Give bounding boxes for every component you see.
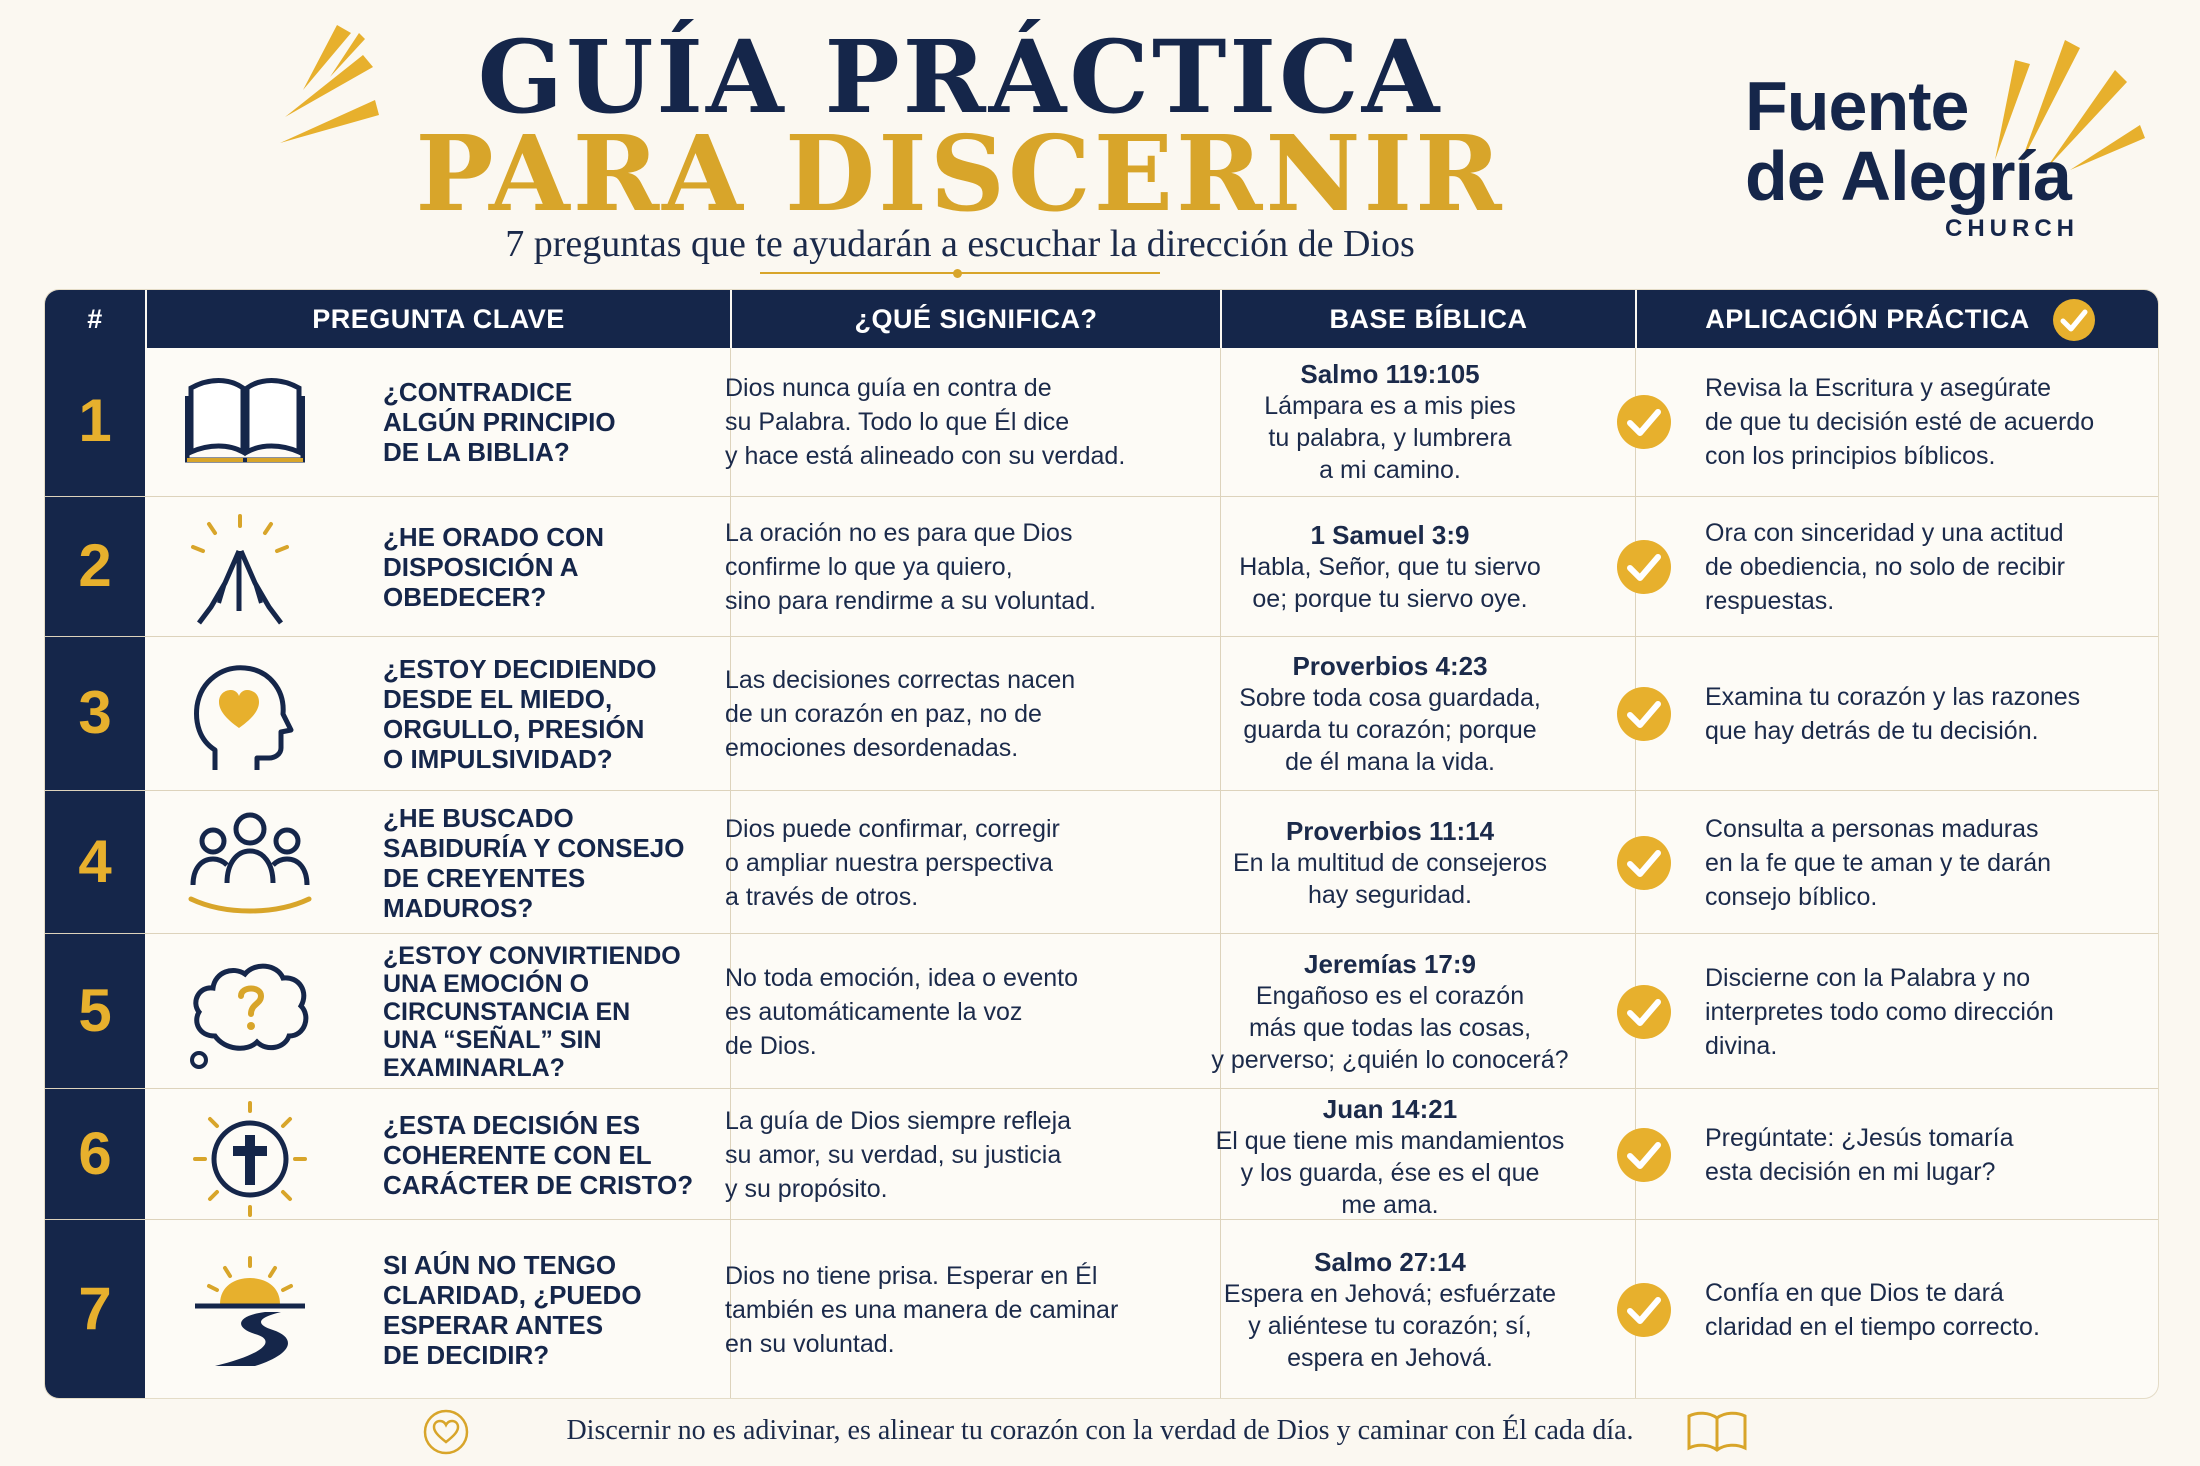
- question-line: SI AÚN NO TENGO: [383, 1249, 617, 1280]
- application-line: con los principios bíblicos.: [1705, 442, 1996, 470]
- column-header-question: PREGUNTA CLAVE: [145, 290, 730, 348]
- group-people-icon: [185, 807, 325, 922]
- question-line: CLARIDAD, ¿PUEDO: [383, 1279, 642, 1310]
- header: [0, 0, 2200, 285]
- meaning-line: de Dios.: [725, 1031, 817, 1060]
- question-text: [383, 1250, 733, 1370]
- page-subtitle: 7 preguntas que te ayudarán a escuchar la dirección de Dios: [505, 223, 1415, 265]
- column-header-bible-basis: BASE BÍBLICA: [1220, 290, 1635, 348]
- check-icon: [1615, 393, 1673, 451]
- table-row: [45, 1219, 2158, 1398]
- application-line: Discierne con la Palabra y no: [1705, 963, 2031, 992]
- application-line: consejo bíblico.: [1705, 882, 1878, 911]
- question-line: O IMPULSIVIDAD?: [383, 744, 613, 774]
- sunrise-path-icon: [185, 1254, 325, 1379]
- meaning-line: Dios no tiene prisa. Esperar en Él: [725, 1261, 1098, 1290]
- verse-line: Habla, Señor, que tu siervo: [1239, 553, 1541, 581]
- row-number: 5: [78, 976, 112, 1044]
- meaning-text: [725, 1259, 1195, 1361]
- question-line: COHERENTE CON EL: [383, 1139, 652, 1170]
- meaning-line: No toda emoción, idea o evento: [725, 963, 1079, 992]
- application-line: Examina tu corazón y las razones: [1705, 683, 2081, 711]
- check-icon: [1615, 983, 1673, 1041]
- table-row: [45, 790, 2158, 933]
- row-number: 4: [78, 827, 112, 895]
- check-icon: [1615, 1126, 1673, 1184]
- bible-basis: [1185, 650, 1595, 778]
- question-line: ¿CONTRADICE: [383, 377, 573, 407]
- question-line: ¿HE ORADO CON: [383, 522, 604, 552]
- verse-line: más que todas las cosas,: [1248, 1013, 1532, 1042]
- verse-line: Espera en Jehová; esfuérzate: [1223, 1279, 1557, 1308]
- bible-reference: Salmo 119:105: [1300, 359, 1480, 389]
- open-book-icon: [1685, 1408, 1749, 1456]
- bible-reference: 1 Samuel 3:9: [1310, 520, 1470, 550]
- verse-line: oe; porque tu siervo oye.: [1252, 585, 1528, 613]
- meaning-text: [725, 663, 1195, 765]
- discernment-table: [45, 290, 2158, 1398]
- table-row: [45, 1088, 2158, 1219]
- row-number: 1: [78, 387, 112, 454]
- question-text: [383, 942, 733, 1082]
- application-line: Pregúntate: ¿Jesús tomaría: [1705, 1123, 2014, 1152]
- bible-reference: Juan 14:21: [1322, 1094, 1458, 1124]
- application-line: esta decisión en mi lugar?: [1705, 1157, 1996, 1186]
- meaning-line: Dios puede confirmar, corregir: [725, 814, 1060, 843]
- table-row: [45, 348, 2158, 496]
- table-row: [45, 496, 2158, 636]
- question-text: [383, 377, 733, 467]
- column-header-number: #: [87, 304, 103, 334]
- meaning-line: La guía de Dios siempre refleja: [725, 1106, 1072, 1135]
- bible-basis: [1185, 519, 1595, 615]
- question-text: [383, 654, 733, 774]
- check-icon: [1615, 1281, 1673, 1339]
- application-line: respuestas.: [1705, 587, 1835, 615]
- question-line: ESPERAR ANTES: [383, 1309, 604, 1340]
- verse-line: espera en Jehová.: [1287, 1343, 1493, 1372]
- verse-line: Sobre toda cosa guardada,: [1239, 684, 1541, 712]
- application-text: [1705, 1276, 2145, 1344]
- meaning-text: [725, 1104, 1195, 1206]
- question-line: DE CREYENTES: [383, 862, 586, 893]
- bible-basis: [1185, 358, 1595, 486]
- verse-line: Lámpara es a mis pies: [1264, 392, 1516, 420]
- page-title-highlight: PARA DISCERNIR: [415, 112, 1505, 235]
- church-logo: [1745, 67, 2145, 250]
- question-line: DISPOSICIÓN A: [383, 552, 579, 582]
- footer-quote: Discernir no es adivinar, es alinear tu corazón con la verdad de Dios y caminar con Él cada día.: [566, 1415, 1634, 1446]
- question-line: MADUROS?: [383, 892, 534, 923]
- row-number: 2: [78, 532, 112, 599]
- meaning-line: a través de otros.: [725, 882, 919, 911]
- verse-line: hay seguridad.: [1307, 880, 1472, 909]
- verse-line: tu palabra, y lumbrera: [1268, 424, 1512, 452]
- table-row: [45, 933, 2158, 1088]
- check-icon: [1615, 538, 1673, 596]
- bible-basis: [1185, 815, 1595, 911]
- verse-line: En la multitud de consejeros: [1232, 848, 1548, 877]
- question-line: UNA EMOCIÓN O: [383, 969, 590, 998]
- application-line: Confía en que Dios te dará: [1705, 1278, 2004, 1307]
- table-header: [45, 290, 2158, 348]
- application-line: en la fe que te aman y te darán: [1705, 848, 2052, 877]
- bible-reference: Jeremías 17:9: [1303, 948, 1477, 979]
- question-line: DE DECIDIR?: [383, 1339, 550, 1370]
- meaning-line: es automáticamente la voz: [725, 997, 1023, 1026]
- open-bible-icon: [185, 366, 325, 471]
- header-check-icon: [2052, 298, 2096, 342]
- logo-text-church: CHURCH: [1945, 215, 2079, 242]
- cross-icon: [185, 1099, 325, 1224]
- verse-line: y aliéntese tu corazón; sí,: [1248, 1311, 1532, 1340]
- question-bubble-icon: [185, 956, 325, 1081]
- bible-reference: Proverbios 4:23: [1292, 651, 1488, 681]
- question-text: [383, 522, 733, 612]
- application-text: [1705, 1121, 2145, 1189]
- application-text: [1705, 680, 2145, 748]
- meaning-text: [725, 371, 1195, 473]
- question-line: SABIDURÍA Y CONSEJO: [383, 832, 685, 863]
- row-number: 6: [78, 1119, 112, 1187]
- meaning-line: y su propósito.: [725, 1174, 888, 1203]
- application-line: Ora con sinceridad y una actitud: [1705, 519, 2064, 547]
- subtitle-divider-dot: [953, 269, 962, 278]
- verse-line: y los guarda, ése es el que: [1240, 1159, 1540, 1187]
- application-line: Revisa la Escritura y asegúrate: [1705, 374, 2051, 402]
- verse-line: a mi camino.: [1319, 456, 1461, 484]
- meaning-line: su Palabra. Todo lo que Él dice: [725, 408, 1070, 436]
- application-text: [1705, 371, 2145, 473]
- meaning-line: de un corazón en paz, no de: [725, 700, 1042, 728]
- meaning-line: Dios nunca guía en contra de: [725, 374, 1052, 402]
- row-number: 3: [78, 679, 112, 746]
- table-row: [45, 636, 2158, 790]
- page-title: GUÍA PRÁCTICA: [477, 18, 1443, 136]
- question-line: EXAMINARLA?: [383, 1053, 565, 1082]
- praying-hands-icon: [185, 511, 325, 636]
- row-number: 7: [78, 1274, 112, 1342]
- application-line: claridad en el tiempo correcto.: [1705, 1312, 2040, 1341]
- meaning-line: confirme lo que ya quiero,: [725, 553, 1013, 581]
- verse-line: de él mana la vida.: [1285, 748, 1495, 776]
- question-line: ALGÚN PRINCIPIO: [383, 407, 616, 437]
- application-line: interpretes todo como dirección: [1705, 997, 2054, 1026]
- bible-basis: [1185, 948, 1595, 1076]
- logo-text-alegria: de Alegría: [1745, 137, 2071, 215]
- meaning-line: o ampliar nuestra perspectiva: [725, 848, 1053, 877]
- application-text: [1705, 812, 2145, 914]
- question-line: DE LA BIBLIA?: [383, 437, 570, 467]
- meaning-line: sino para rendirme a su voluntad.: [725, 587, 1097, 615]
- question-line: ¿HE BUSCADO: [383, 802, 574, 833]
- meaning-line: La oración no es para que Dios: [725, 519, 1073, 547]
- meaning-line: y hace está alineado con su verdad.: [725, 442, 1126, 470]
- question-line: DESDE EL MIEDO,: [383, 684, 613, 714]
- bible-basis: [1185, 1246, 1595, 1374]
- bible-reference: Salmo 27:14: [1314, 1246, 1466, 1277]
- logo-text-fuente: Fuente: [1745, 67, 1969, 145]
- column-header-application: APLICACIÓN PRÁCTICA: [1635, 290, 2158, 348]
- verse-line: me ama.: [1341, 1191, 1439, 1219]
- question-line: CARÁCTER DE CRISTO?: [383, 1169, 694, 1200]
- column-header-meaning: ¿QUÉ SIGNIFICA?: [730, 290, 1220, 348]
- meaning-text: [725, 961, 1195, 1063]
- application-line: de que tu decisión esté de acuerdo: [1705, 408, 2095, 436]
- verse-line: guarda tu corazón; porque: [1243, 716, 1537, 744]
- question-line: ORGULLO, PRESIÓN: [383, 714, 645, 744]
- question-line: OBEDECER?: [383, 582, 547, 612]
- verse-line: El que tiene mis mandamientos: [1215, 1127, 1565, 1155]
- question-text: [383, 1110, 733, 1200]
- meaning-line: su amor, su verdad, su justicia: [725, 1140, 1062, 1169]
- meaning-line: también es una manera de caminar: [725, 1295, 1119, 1324]
- application-line: de obediencia, no solo de recibir: [1705, 553, 2065, 581]
- question-line: ¿ESTOY DECIDIENDO: [383, 654, 657, 684]
- verse-line: y perverso; ¿quién lo conocerá?: [1211, 1045, 1569, 1074]
- question-line: ¿ESTA DECISIÓN ES: [383, 1109, 641, 1140]
- question-line: ¿ESTOY CONVIRTIENDO: [383, 941, 681, 970]
- verse-line: Engañoso es el corazón: [1255, 981, 1525, 1010]
- application-text: [1705, 961, 2145, 1063]
- application-text: [1705, 516, 2145, 618]
- application-line: que hay detrás de tu decisión.: [1705, 717, 2039, 745]
- question-text: [383, 803, 733, 923]
- meaning-text: [725, 812, 1195, 914]
- bible-reference: Proverbios 11:14: [1285, 815, 1495, 846]
- meaning-line: en su voluntad.: [725, 1329, 895, 1358]
- meaning-line: emociones desordenadas.: [725, 734, 1019, 762]
- application-line: Consulta a personas maduras: [1705, 814, 2039, 843]
- meaning-text: [725, 516, 1195, 618]
- application-line: divina.: [1705, 1031, 1778, 1060]
- bible-basis: [1185, 1093, 1595, 1221]
- meaning-line: Las decisiones correctas nacen: [725, 666, 1076, 694]
- question-line: UNA “SEÑAL” SIN: [383, 1025, 602, 1054]
- check-icon: [1615, 685, 1673, 743]
- heart-head-icon: [185, 658, 325, 783]
- check-icon: [1615, 834, 1673, 892]
- question-line: CIRCUNSTANCIA EN: [383, 997, 631, 1026]
